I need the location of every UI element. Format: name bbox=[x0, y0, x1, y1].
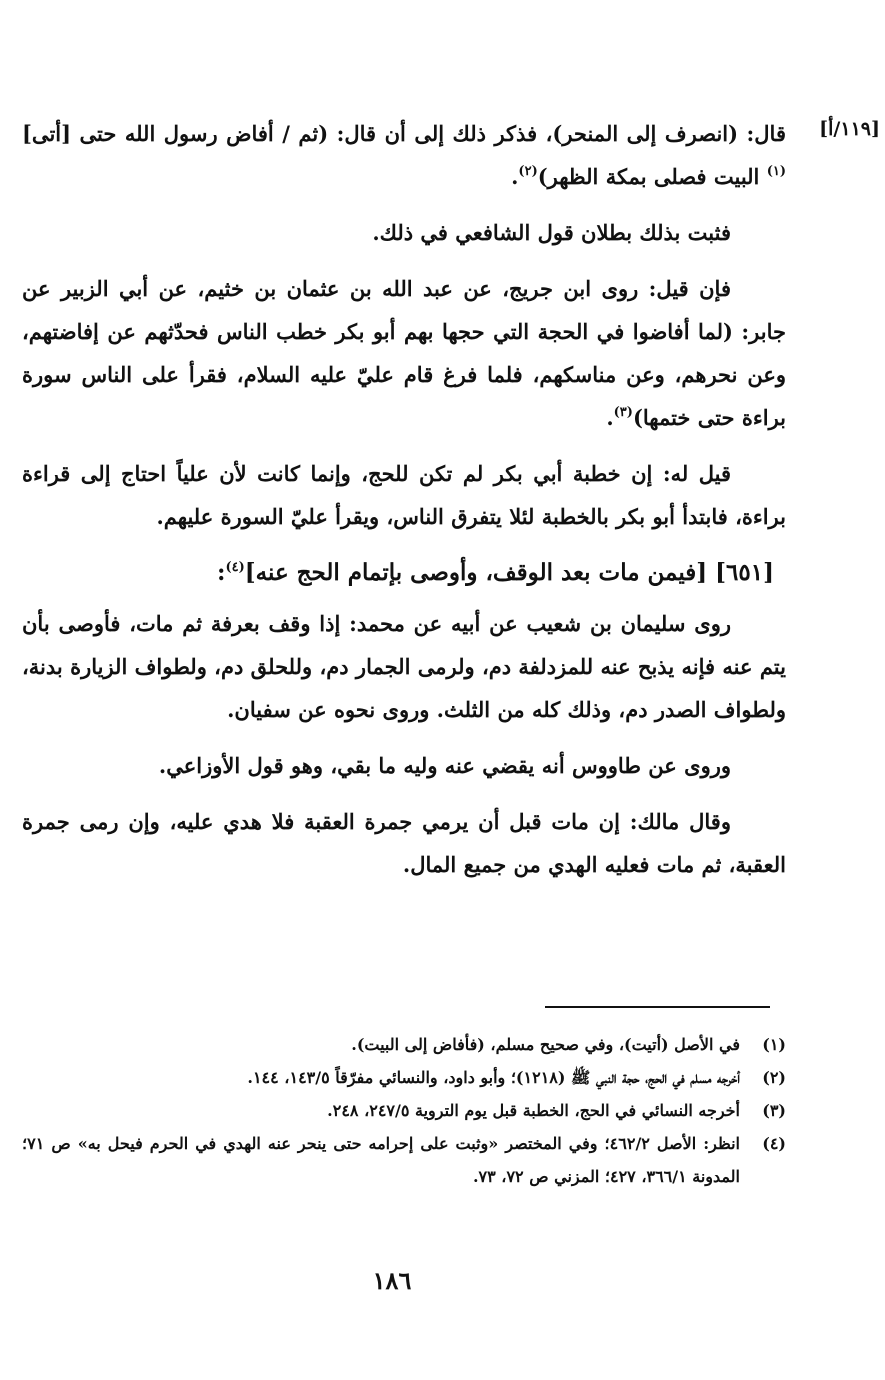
paragraph-1 bbox=[22, 112, 786, 198]
paragraph-1-rest: البيت فصلى بمكة الظهر) bbox=[537, 164, 767, 189]
footnote-4 bbox=[22, 1127, 786, 1193]
footnote-3 bbox=[22, 1094, 786, 1127]
footnote-2 bbox=[22, 1061, 786, 1094]
footnote-ref-3: (٣) bbox=[613, 405, 633, 420]
paragraph-3-text: فإن قيل: روى ابن جريج، عن عبد الله بن عثمان بن خثيم، عن أبي الزبير عن جابر: (لما أفاضوا في الحجة التي حجها بهم أبو بكر خطب الناس فحدّثهم عن إفاضتهم، وعن نحرهم، وعن مناسكهم، فلما فرغ قام عليّ عليه السلام، فقرأ على الناس سورة براءة حتى ختمها) bbox=[22, 276, 786, 430]
paragraph-3 bbox=[22, 267, 786, 439]
section-heading-text: [٦٥١] [فيمن مات بعد الوقف، وأوصى بإتمام الحج عنه] bbox=[244, 559, 774, 586]
footnote-divider bbox=[545, 1006, 770, 1008]
footnote-1 bbox=[22, 1028, 786, 1061]
paragraph-7: وقال مالك: إن مات قبل أن يرمي جمرة العقبة فلا هدي عليه، وإن رمى جمرة العقبة، ثم مات فعليه الهدي من جميع المال. bbox=[22, 809, 786, 877]
footnote-text: أخرجه النسائي في الحج، الخطبة قبل يوم التروية ٢٤٧/٥، ٢٤٨. bbox=[327, 1101, 740, 1120]
section-heading bbox=[22, 551, 786, 594]
footnotes bbox=[22, 1028, 786, 1193]
footnote-ref-1: (١) bbox=[766, 164, 786, 179]
paragraph-1-text: قال: (انصرف إلى المنحر)، فذكر ذلك إلى أن قال: (ثم / أفاض رسول الله حتى [أتى] bbox=[22, 121, 786, 146]
page-number: ١٨٦ bbox=[372, 1266, 412, 1295]
footnote-text: انظر: الأصل ٤٦٢/٢؛ وفي المختصر «وثبت على إحرامه حتى ينحر عنه الهدي في الحرم فيحل به» ص ٧١؛ المدونة ٣٦٦/١، ٤٢٧؛ المزني ص ٧٢، ٧٣. bbox=[22, 1134, 741, 1186]
main-text bbox=[22, 112, 786, 899]
paragraph-4: قيل له: إن خطبة أبي بكر لم تكن للحج، وإنما كانت لأن علياً احتاج إلى قراءة براءة، فابتدأ أبو بكر بالخطبة لئلا يتفرق الناس، ويقرأ عليّ السورة عليهم. bbox=[22, 461, 786, 529]
paragraph-3-end: . bbox=[606, 405, 614, 430]
manuscript-folio-marker: [١١٩/أ] bbox=[819, 118, 880, 140]
paragraph-2: فثبت بذلك بطلان قول الشافعي في ذلك. bbox=[372, 220, 731, 245]
footnote-text: أخرجه مسلم في الحج، حجة النبي ﷺ (١٢١٨)؛ وأبو داود، والنسائي مفرّقاً ١٤٣/٥، ١٤٤. bbox=[247, 1068, 740, 1087]
footnote-number: (٣) bbox=[762, 1101, 786, 1120]
paragraph-6: وروى عن طاووس أنه يقضي عنه وليه ما بقي، وهو قول الأوزاعي. bbox=[158, 753, 731, 778]
footnote-number: (٤) bbox=[762, 1134, 786, 1153]
footnote-number: (٢) bbox=[762, 1068, 786, 1087]
footnote-text: في الأصل (أتيت)، وفي صحيح مسلم، (فأفاض إلى البيت). bbox=[351, 1035, 740, 1054]
footnote-number: (١) bbox=[762, 1035, 786, 1054]
footnote-ref-2: (٢) bbox=[518, 164, 538, 179]
paragraph-1-end: . bbox=[511, 164, 519, 189]
section-heading-end: : bbox=[217, 559, 226, 586]
paragraph-5: روى سليمان بن شعيب عن أبيه عن محمد: إذا وقف بعرفة ثم مات، فأوصى بأن يتم عنه فإنه يذبح عنه للمزدلفة دم، ولرمى الجمار دم، وللحلق دم، ولطواف الزيارة بدنة، ولطواف الصدر دم، وذلك كله من الثلث. وروى نحوه عن سفيان. bbox=[22, 611, 786, 722]
footnote-ref-4: (٤) bbox=[225, 560, 245, 575]
